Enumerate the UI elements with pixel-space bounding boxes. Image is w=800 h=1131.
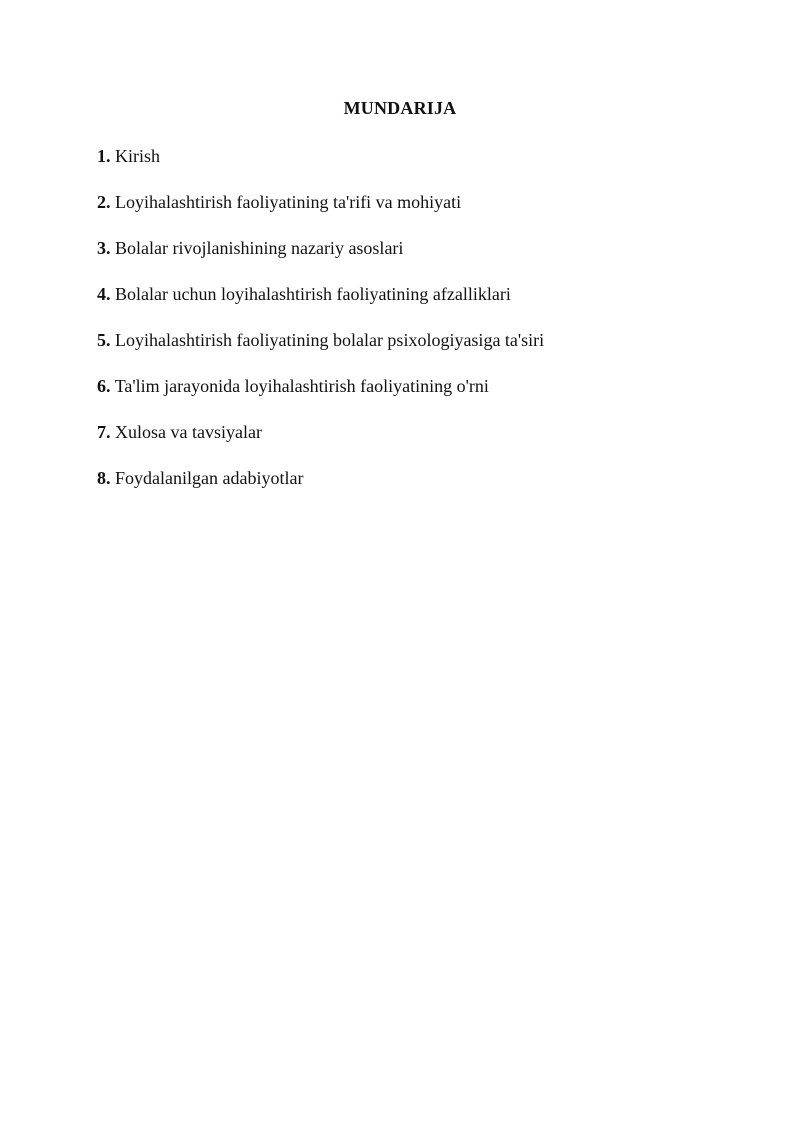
toc-item-text: Loyihalashtirish faoliyatining bolalar psixologiyasiga ta'siri (115, 330, 545, 350)
toc-item-5 (97, 328, 544, 352)
toc-item-7 (97, 420, 544, 444)
toc-item-3 (97, 236, 544, 260)
toc-item-number: 8. (97, 468, 111, 488)
toc-item-number: 5. (97, 330, 111, 350)
toc-item-number: 7. (97, 422, 111, 442)
toc-item-text: Kirish (115, 146, 160, 166)
toc-item-text: Foydalanilgan adabiyotlar (115, 468, 304, 488)
toc-item-text: Xulosa va tavsiyalar (115, 422, 262, 442)
toc-item-number: 1. (97, 146, 111, 166)
page-title: MUNDARIJA (343, 98, 457, 118)
toc-item-8 (97, 466, 544, 490)
toc-item-2 (97, 190, 544, 214)
toc-item-6 (97, 374, 544, 398)
toc-item-number: 4. (97, 284, 111, 304)
toc-item-text: Loyihalashtirish faoliyatining ta'rifi va mohiyati (115, 192, 462, 212)
toc-item-text: Ta'lim jarayonida loyihalashtirish faoliyatining o'rni (114, 376, 489, 396)
toc-item-text: Bolalar uchun loyihalashtirish faoliyatining afzalliklari (115, 284, 511, 304)
toc-item-number: 2. (97, 192, 111, 212)
toc-item-number: 3. (97, 238, 111, 258)
table-of-contents (97, 144, 544, 512)
toc-item-text: Bolalar rivojlanishining nazariy asoslari (115, 238, 404, 258)
toc-item-4 (97, 282, 544, 306)
toc-item-1 (97, 144, 544, 168)
toc-item-number: 6. (97, 376, 111, 396)
